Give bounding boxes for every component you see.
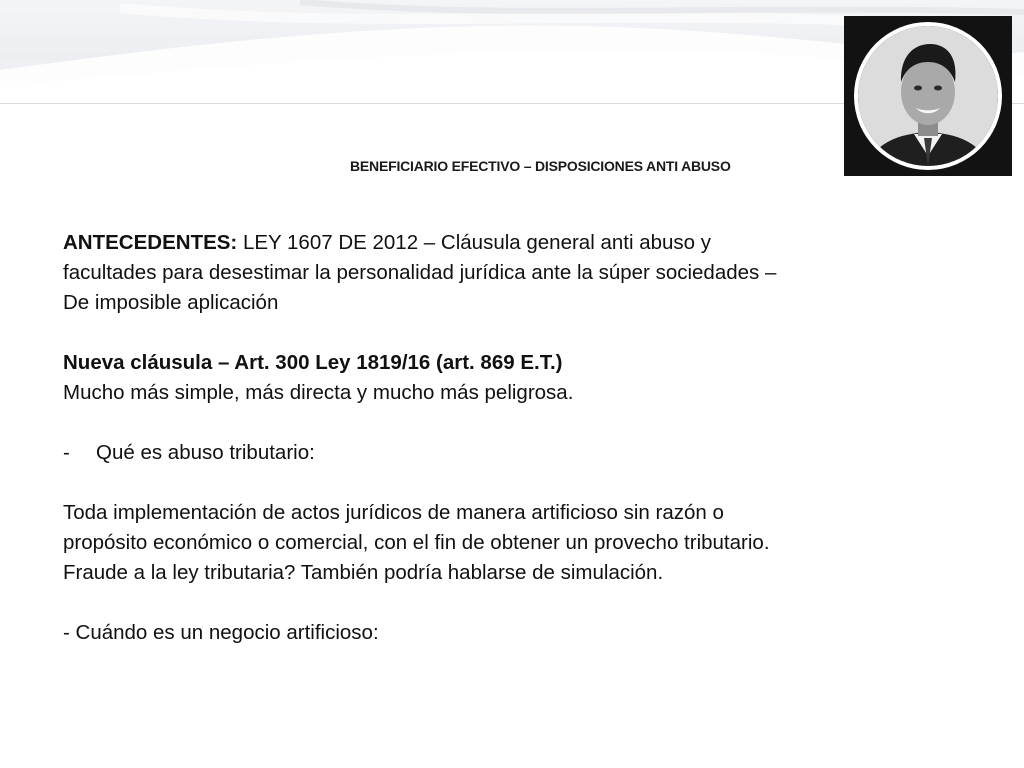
antecedentes-text: LEY 1607 DE 2012 – Cláusula general anti abuso y facultades para desestimar la personalidad jurídica ante la súper sociedades – De imposible aplicación: [63, 231, 777, 314]
nueva-clausula-heading: Nueva cláusula – Art. 300 Ley 1819/16 (art. 869 E.T.): [63, 351, 563, 374]
slide-body: [63, 228, 783, 648]
antecedentes-label: ANTECEDENTES:: [63, 231, 238, 254]
antecedentes-paragraph: [63, 228, 783, 318]
list-dash: -: [63, 441, 70, 464]
list-item-text: Qué es abuso tributario:: [96, 441, 315, 464]
nueva-clausula-description: Mucho más simple, más directa y mucho más peligrosa.: [63, 381, 574, 404]
list-item-abuso-tributario: [63, 438, 783, 468]
list-item-negocio-artificioso: - Cuándo es un negocio artificioso:: [63, 621, 379, 644]
slide-title: BENEFICIARIO EFECTIVO – DISPOSICIONES ANTI ABUSO: [350, 158, 731, 174]
definicion-paragraph: Toda implementación de actos jurídicos de manera artificioso sin razón o propósito económico o comercial, con el fin de obtener un provecho tributario. Fraude a la ley tributaria? También podría hablarse de simulación.: [63, 501, 770, 584]
portrait-photo-icon: [844, 16, 1012, 176]
